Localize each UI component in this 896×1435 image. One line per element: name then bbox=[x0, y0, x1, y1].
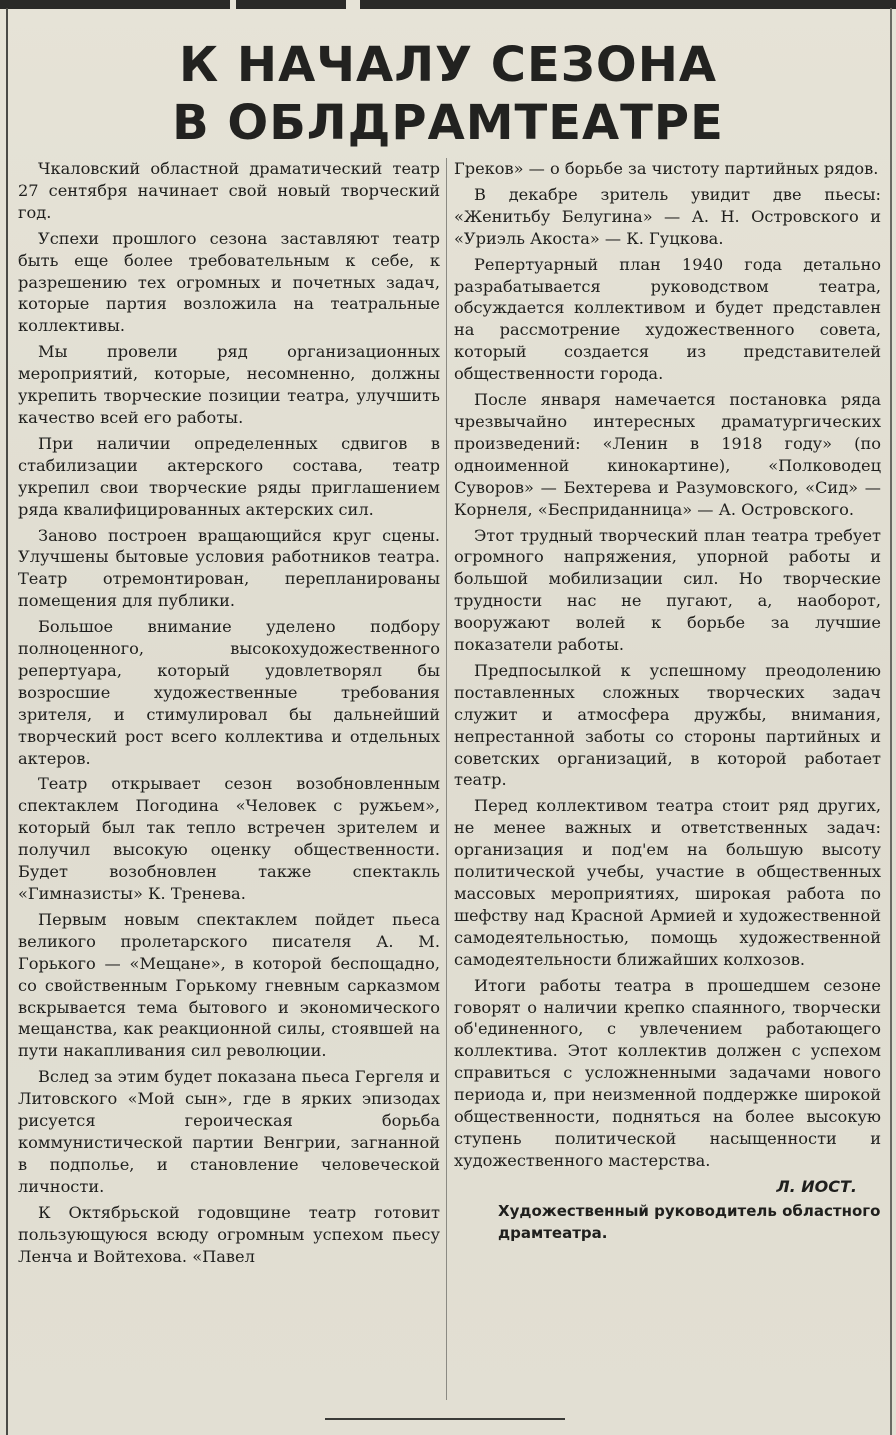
paragraph: Чкаловский областной драматический театр 27 сентября начинает свой новый творческий год. bbox=[18, 159, 440, 222]
left-column bbox=[18, 158, 440, 1271]
author-signature: Л. ИОСТ. bbox=[776, 1176, 857, 1196]
author-role: Художественный руководитель областного драмтеатра. bbox=[498, 1201, 881, 1242]
paragraph: Репертуарный план 1940 года детально разрабатывается руководством театра, обсуждается коллективом и будет представлен на рассмотрение художественного совета, который создается из представителей общественности города. bbox=[454, 254, 881, 384]
top-rule bbox=[0, 0, 896, 9]
paragraph: Предпосылкой к успешному преодолению поставленных сложных творческих задач служит и атмосфера дружбы, внимания, непрестанной заботы со стороны партийных и советских организаций, в которой работает театр. bbox=[454, 660, 881, 790]
paragraph: Мы провели ряд организационных мероприятий, которые, несомненно, должны укрепить творческие позиции театра, улучшить качество всей его работы. bbox=[18, 342, 440, 427]
paragraph: Заново построен вращающийся круг сцены. Улучшены бытовые условия работников театра. Театр отремонтирован, перепланированы помещения для публики. bbox=[18, 525, 440, 611]
paragraph: Этот трудный творческий план театра требует огромного напряжения, упорной работы и большой мобилизации сил. Но творческие трудности нас не пугают, а, наоборот, вооружают волей к борьбе за лучшие показатели работы. bbox=[454, 525, 881, 655]
paragraph: К Октябрьской годовщине театр готовит пользующуюся всюду огромным успехом пьесу Ленча и Войтехова. «Павел bbox=[18, 1202, 440, 1266]
paragraph: Итоги работы театра в прошедшем сезоне говорят о наличии крепко спаянного, творчески об'единенного, с увлечением работающего коллектива. Этот коллектив должен с успехом справиться с усложненными задачами нового периода и, при неизменной поддержке широкой общественности, подняться на более высокую ступень политической насыщенности и художественного мастерства. bbox=[454, 975, 881, 1170]
headline-line-2: В ОБЛДРАМТЕАТРЕ bbox=[172, 95, 724, 151]
paragraph: После января намечается постановка ряда чрезвычайно интересных драматургических произведений: «Ленин в 1918 году» (по одноименной кинокартине), «Полководец Суворов» — Бехтерева и Разумовского, «Сид» — Корнеля, «Бесприданница» — А. Островского. bbox=[454, 390, 881, 519]
bottom-rule bbox=[325, 1418, 565, 1420]
right-column bbox=[454, 158, 881, 1244]
paragraph: Театр открывает сезон возобновленным спектаклем Погодина «Человек с ружьем», который был так тепло встречен зрителем и получил высокую оценку общественности. Будет возобновлен также спектакль «Гимназисты» К. Тренева. bbox=[18, 774, 440, 903]
right-border bbox=[890, 8, 892, 1435]
headline-line-1: К НАЧАЛУ СЕЗОНА bbox=[178, 37, 718, 93]
paragraph: При наличии определенных сдвигов в стабилизации актерского состава, театр укрепил свои творческие ряды приглашением ряда квалифицированных актерских сил. bbox=[18, 433, 440, 519]
paragraph: Большое внимание уделено подбору полноценного, высокохудожественного репертуара, который удовлетворял бы возросшие художественные требования зрителя, и стимулировал бы дальнейший творческий рост всего коллектива и отдельных актеров. bbox=[18, 617, 440, 768]
article-headline bbox=[0, 36, 896, 152]
left-border bbox=[6, 8, 8, 1435]
paragraph: Перед коллективом театра стоит ряд других, не менее важных и ответственных задач: организация и под'ем на большую высоту политической учебы, участие в общественных массовых мероприятиях, широкая работа по шефству над Красной Армией и художественной самодеятельностью, помощь художественной самодеятельности ближайших колхозов. bbox=[454, 796, 881, 969]
paragraph-continued: Греков» — о борьбе за чистоту партийных рядов. bbox=[454, 159, 879, 178]
paragraph: Успехи прошлого сезона заставляют театр быть еще более требовательным к себе, к разрешению тех огромных и почетных задач, которые партия возложила на театральные коллективы. bbox=[18, 228, 440, 336]
column-divider bbox=[446, 158, 447, 1400]
paragraph: Первым новым спектаклем пойдет пьеса великого пролетарского писателя А. М. Горького — «Мещане», в которой беспощадно, со свойственным Горькому гневным сарказмом вскрывается тема бытового и экономического мещанства, как реакционной силы, стоявшей на пути накапливания сил революции. bbox=[18, 909, 440, 1061]
paragraph: Вслед за этим будет показана пьеса Гергеля и Литовского «Мой сын», где в ярких эпизодах рисуется героическая борьба коммунистической партии Венгрии, загнанной в подполье, и становление человеческой личности. bbox=[18, 1067, 440, 1196]
paragraph: В декабре зритель увидит две пьесы: «Женитьбу Белугина» — А. Н. Островского и «Уриэль Акоста» — К. Гуцкова. bbox=[454, 184, 881, 248]
